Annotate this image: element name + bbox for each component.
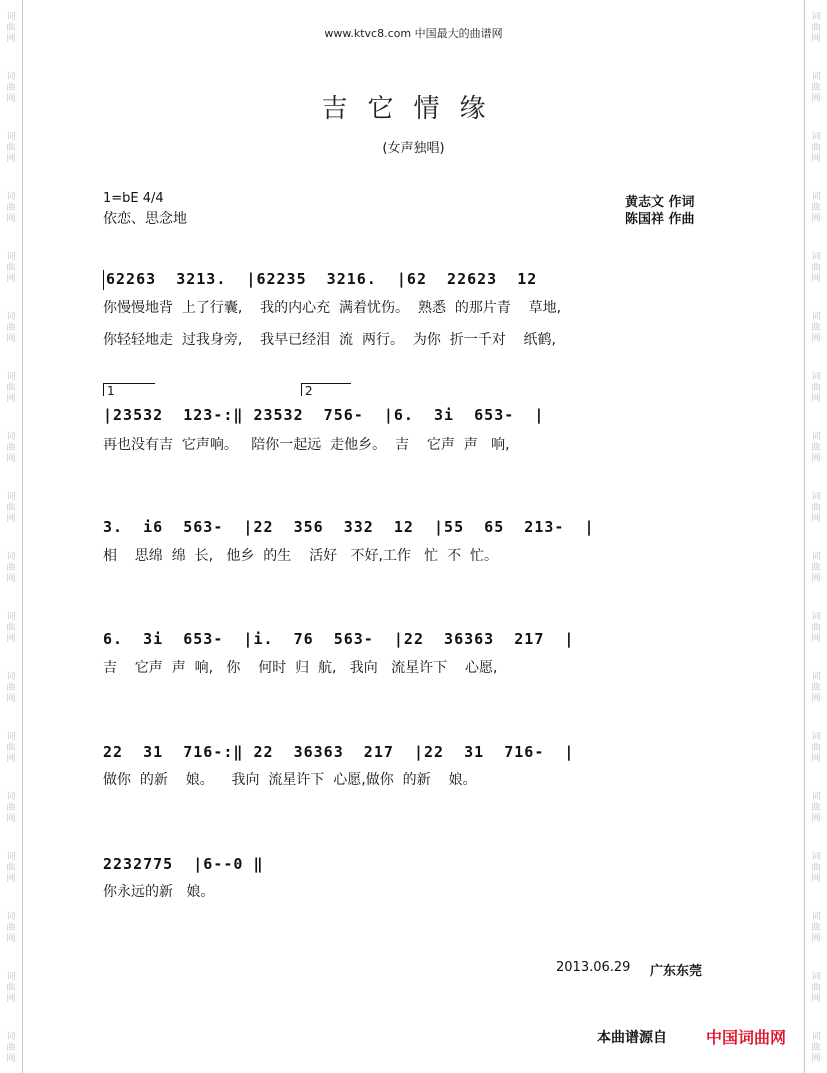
watermark-text: 词曲网	[811, 192, 821, 224]
lyric-line: 吉 它声 声 响, 你 何时 归 航, 我向 流星许下 心愿,	[103, 660, 498, 676]
notation-line: 62263 3213. |62235 3216. |62 22623 12	[106, 270, 538, 288]
site-header: www.ktvc8.com 中国最大的曲谱网	[324, 27, 503, 40]
place-name: 广东东莞	[650, 964, 703, 979]
right-watermark-column	[804, 0, 827, 1073]
lyric-line: 相 思绵 绵 长, 他乡 的生 活好 不好,工作 忙 不 忙。	[103, 548, 499, 564]
watermark-text: 词曲网	[6, 372, 16, 404]
watermark-text: 词曲网	[6, 432, 16, 464]
notation-line: |23532 123-:‖ 23532 756- |6. 3i 653- |	[103, 406, 545, 424]
watermark-text: 词曲网	[6, 192, 16, 224]
watermark-text: 词曲网	[6, 72, 16, 104]
composer-credit: 陈国祥 作曲	[625, 212, 695, 227]
watermark-text: 词曲网	[6, 612, 16, 644]
watermark-text: 词曲网	[811, 972, 821, 1004]
lyricist-credit: 黄志文 作词	[625, 195, 695, 210]
watermark-text: 词曲网	[6, 492, 16, 524]
lyric-line: 再也没有吉 它声响。 陪你一起远 走他乡。 吉 它声 声 响,	[103, 437, 510, 453]
watermark-text: 词曲网	[6, 972, 16, 1004]
watermark-text: 词曲网	[6, 852, 16, 884]
watermark-text: 词曲网	[811, 492, 821, 524]
watermark-text: 词曲网	[6, 912, 16, 944]
watermark-text: 词曲网	[6, 552, 16, 584]
lyric-line: 你轻轻地走 过我身旁, 我早已经泪 流 两行。 为你 折一千对 纸鹤,	[103, 332, 557, 348]
watermark-text: 词曲网	[6, 12, 16, 44]
volta-bracket-2	[301, 383, 351, 396]
left-watermark-column	[0, 0, 23, 1073]
volta-label: 2	[305, 384, 313, 398]
volta-bracket-1	[103, 383, 155, 396]
watermark-text: 词曲网	[6, 132, 16, 164]
lyric-line: 你永远的新 娘。	[103, 884, 215, 900]
watermark-text: 词曲网	[811, 912, 821, 944]
notation-line: 3. i6 563- |22 356 332 12 |55 65 213- |	[103, 518, 595, 536]
watermark-text: 词曲网	[811, 252, 821, 284]
watermark-text: 词曲网	[811, 732, 821, 764]
date-stamp: 2013.06.29	[556, 960, 631, 975]
watermark-text: 词曲网	[811, 852, 821, 884]
watermark-text: 词曲网	[811, 312, 821, 344]
notation-line: 2232775 |6--0 ‖	[103, 855, 264, 873]
source-site-link[interactable]: 中国词曲网	[706, 1028, 787, 1047]
key-signature: 1=bE 4/4	[103, 191, 164, 206]
source-label: 本曲谱源自	[597, 1030, 667, 1046]
song-subtitle: (女声独唱)	[382, 141, 445, 156]
watermark-text: 词曲网	[811, 612, 821, 644]
watermark-text: 词曲网	[6, 252, 16, 284]
watermark-text: 词曲网	[6, 312, 16, 344]
volta-label: 1	[107, 384, 115, 398]
watermark-text: 词曲网	[6, 1032, 16, 1064]
notation-line: 6. 3i 653- |i. 76 563- |22 36363 217 |	[103, 630, 575, 648]
song-title: 吉它情缘	[321, 94, 506, 124]
tempo-marking: 依恋、思念地	[103, 211, 187, 227]
watermark-text: 词曲网	[811, 132, 821, 164]
lyric-line: 做你 的新 娘。 我向 流星许下 心愿,做你 的新 娘。	[103, 772, 477, 788]
watermark-text: 词曲网	[811, 372, 821, 404]
watermark-text: 词曲网	[6, 672, 16, 704]
watermark-text: 词曲网	[811, 72, 821, 104]
watermark-text: 词曲网	[811, 792, 821, 824]
watermark-text: 词曲网	[811, 12, 821, 44]
watermark-text: 词曲网	[811, 552, 821, 584]
barline	[103, 270, 104, 290]
notation-line: 22 31 716-:‖ 22 36363 217 |22 31 716- |	[103, 743, 575, 761]
watermark-text: 词曲网	[6, 792, 16, 824]
lyric-line: 你慢慢地背 上了行囊, 我的内心充 满着忧伤。 熟悉 的那片青 草地,	[103, 300, 562, 316]
watermark-text: 词曲网	[811, 432, 821, 464]
watermark-text: 词曲网	[811, 672, 821, 704]
watermark-text: 词曲网	[811, 1032, 821, 1064]
watermark-text: 词曲网	[6, 732, 16, 764]
